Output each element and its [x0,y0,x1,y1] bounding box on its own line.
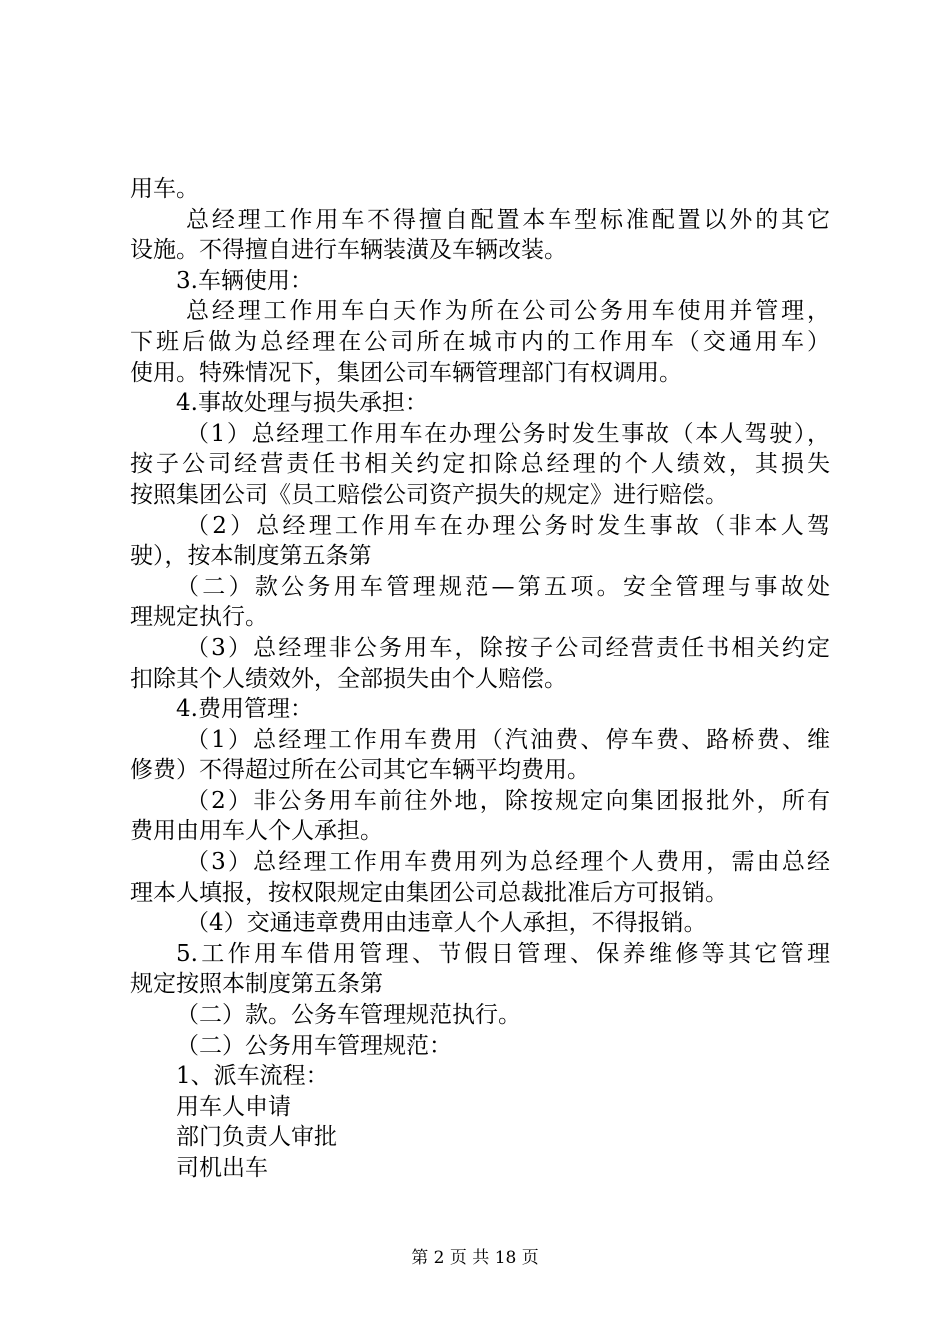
text-line: 总经理工作用车白天作为所在公司公务用车使用并管理， [186,298,830,325]
text-line: 理本人填报，按权限规定由集团公司总裁批准后方可报销。 [130,879,728,906]
text-line: 3.车辆使用： [176,267,313,294]
text-line: 理规定执行。 [130,604,268,631]
document-body [130,174,830,1184]
text-line: （二）公务用车管理规范： [176,1032,452,1059]
text-line: 按子公司经营责任书相关约定扣除总经理的个人绩效，其损失 [130,451,830,478]
text-line: 用车。 [130,176,199,202]
text-line: 费用由用车人个人承担。 [130,818,383,845]
text-line: 5.工作用车借用管理、节假日管理、保养维修等其它管理 [176,940,830,967]
text-line: 设施。不得擅自进行车辆装潢及车辆改装。 [130,237,567,264]
text-line: 4.费用管理： [176,696,313,723]
text-line: 修费）不得超过所在公司其它车辆平均费用。 [130,757,590,784]
text-line: （3）总经理工作用车费用列为总经理个人费用，需由总经 [186,849,830,876]
text-line: 使用。特殊情况下，集团公司车辆管理部门有权调用。 [130,359,682,386]
text-line: 驶），按本制度第五条第 [130,543,372,570]
text-line: （二）款。公务车管理规范执行。 [176,1002,521,1029]
text-line: 用车人申请 [176,1093,291,1120]
text-line: （二）款公务用车管理规范—第五项。安全管理与事故处 [176,573,830,600]
text-line: 下班后做为总经理在公司所在城市内的工作用车（交通用车） [130,328,830,355]
text-line: 按照集团公司《员工赔偿公司资产损失的规定》进行赔偿。 [130,481,728,508]
text-line: 1、派车流程： [176,1063,329,1090]
text-line: 4.事故处理与损失承担： [176,390,428,417]
text-line: 规定按照本制度第五条第 [130,971,383,998]
page-footer: 第 2 页 共 18 页 [411,1248,539,1268]
text-line: （1）总经理工作用车在办理公务时发生事故（本人驾驶）， [186,420,830,447]
text-line: （1）总经理工作用车费用（汽油费、停车费、路桥费、维 [186,726,830,753]
text-line: （3）总经理非公务用车，除按子公司经营责任书相关约定 [186,634,830,661]
text-line: 总经理工作用车不得擅自配置本车型标准配置以外的其它 [186,206,830,233]
text-line: （2）非公务用车前往外地，除按规定向集团报批外，所有 [186,787,830,814]
text-line: 扣除其个人绩效外，全部损失由个人赔偿。 [130,665,567,692]
text-line: 司机出车 [176,1155,268,1181]
text-line: （2）总经理工作用车在办理公务时发生事故（非本人驾 [186,512,830,539]
text-line: （4）交通违章费用由违章人个人承担，不得报销。 [186,910,707,937]
text-line: 部门负责人审批 [176,1124,337,1151]
